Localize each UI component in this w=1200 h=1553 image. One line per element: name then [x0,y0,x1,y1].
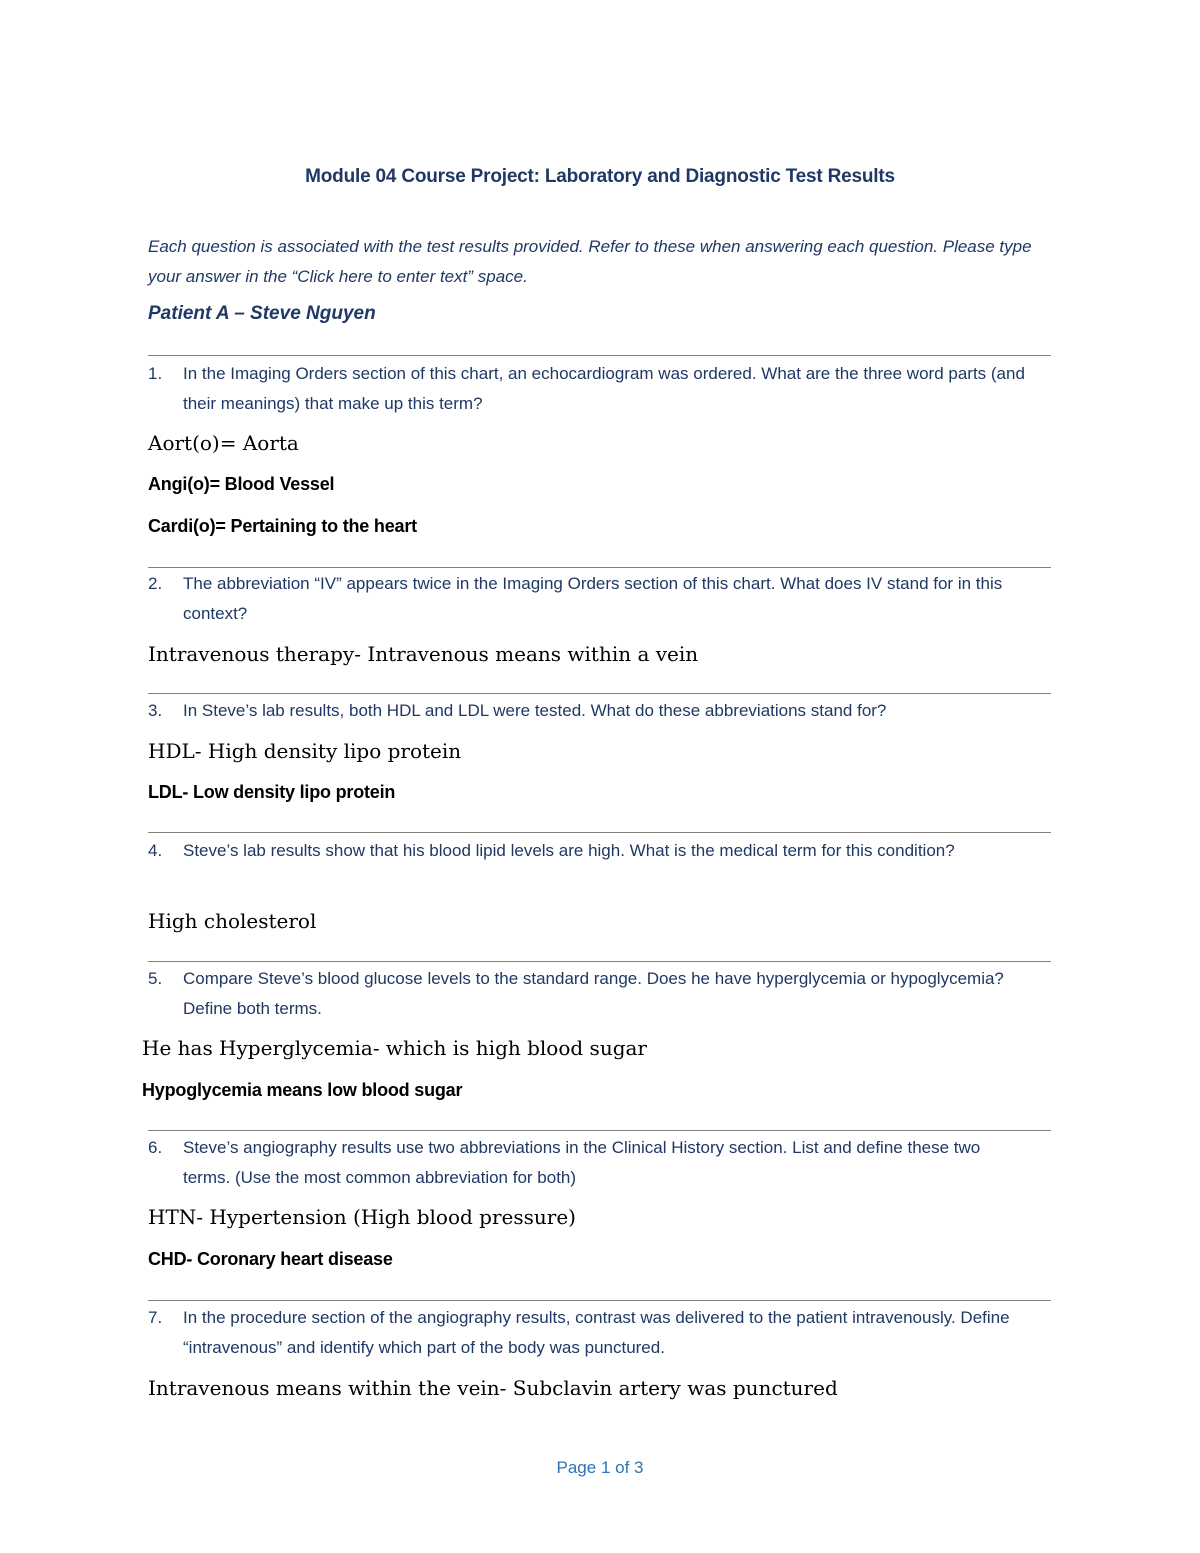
question-2 [148,569,1028,629]
answer-text: Intravenous means within the vein- Subclavin artery was punctured [148,1376,838,1400]
question-7 [148,1303,1028,1363]
question-number: 2. [148,574,163,593]
page-number: Page 1 of 3 [556,1458,644,1477]
answer-text: Intravenous therapy- Intravenous means within a vein [148,642,699,666]
question-text: Compare Steve’s blood glucose levels to the standard range. Does he have hyperglycemia or hypoglycemia? Define both terms. [183,969,1004,1018]
divider-line [148,355,1051,356]
divider-line [148,567,1051,568]
question-text: In the procedure section of the angiography results, contrast was delivered to the patient intravenously. Define “intravenous” and identify which part of the body was punctured. [183,1308,1010,1357]
divider-line [148,1130,1051,1131]
question-text: The abbreviation “IV” appears twice in the Imaging Orders section of this chart. What does IV stand for in this context? [183,574,1003,623]
answer-text: HTN- Hypertension (High blood pressure) [148,1205,576,1229]
question-text: Steve’s lab results show that his blood lipid levels are high. What is the medical term for this condition? [183,841,955,860]
answer-text: Aort(o)= Aorta [148,431,299,455]
question-text: In Steve’s lab results, both HDL and LDL were tested. What do these abbreviations stand for? [183,701,887,720]
divider-line [148,832,1051,833]
answer-text: LDL- Low density lipo protein [148,782,396,802]
document-title: Module 04 Course Project: Laboratory and Diagnostic Test Results [305,166,895,187]
answer-text: HDL- High density lipo protein [148,739,462,763]
question-number: 4. [148,841,163,860]
question-number: 7. [148,1308,163,1327]
answer-text: He has Hyperglycemia- which is high blood sugar [142,1036,647,1060]
question-3 [148,696,1028,726]
question-text: Steve’s angiography results use two abbreviations in the Clinical History section. List and define these two terms. (Use the most common abbreviation for both) [183,1138,981,1187]
question-number: 6. [148,1138,163,1157]
answer-text: Angi(o)= Blood Vessel [148,474,335,494]
question-number: 5. [148,969,163,988]
patient-heading: Patient A – Steve Nguyen [148,303,376,324]
answer-text: Hypoglycemia means low blood sugar [142,1080,463,1100]
answer-text: High cholesterol [148,909,317,933]
answer-text: Cardi(o)= Pertaining to the heart [148,516,417,536]
question-6 [148,1133,1028,1193]
question-1 [148,359,1028,419]
question-number: 1. [148,364,163,383]
divider-line [148,961,1051,962]
answer-text: CHD- Coronary heart disease [148,1249,393,1269]
question-4 [148,836,1028,866]
divider-line [148,1300,1051,1301]
divider-line [148,693,1051,694]
question-text: In the Imaging Orders section of this chart, an echocardiogram was ordered. What are the three word parts (and their meanings) that make up this term? [183,364,1025,413]
instructions-text: Each question is associated with the test results provided. Refer to these when answering each question. Please type your answer in the “Click here to enter text” space. [148,237,1032,286]
question-5 [148,964,1028,1024]
question-number: 3. [148,701,163,720]
